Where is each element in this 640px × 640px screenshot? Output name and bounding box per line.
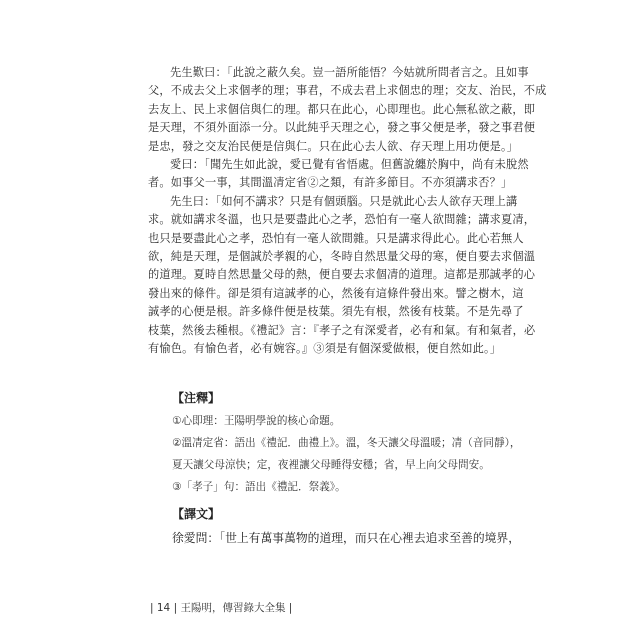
notes-heading: 【注釋】: [172, 391, 221, 405]
text-line: 是天理，不須外面添一分。以此純乎天理之心，發之事父便是孝，發之事君便: [148, 121, 536, 135]
text-line: 的道理。夏時自然思量父母的熱，便自要去求個凊的道理。這都是那誠孝的心: [148, 268, 536, 282]
text-line: 者。如事父一事，其間溫凊定省②之類，有許多節目。不亦須講求否？」: [148, 176, 513, 190]
passage: [148, 64, 547, 359]
text-line: 先生曰：「如何不講求？只是有個頭腦。只是就此心去人欲存天理上講: [170, 194, 518, 208]
text-line: 也只是要盡此心之孝，恐怕有一毫人欲間雜。只是講求得此心。此心若無人: [148, 231, 524, 245]
text-line: 欲，純是天理，是個誠於孝親的心，冬時自然思量父母的寒，便自要去求個溫: [148, 250, 536, 264]
paragraph-teacher-answers: [148, 193, 536, 359]
note-item: 夏天讓父母涼快；定，夜裡讓父母睡得安穩；省，早上向父母問安。: [172, 459, 490, 471]
text-line: 愛曰：「聞先生如此說，愛已覺有省悟處。但舊說纏於胸中，尚有未脫然: [170, 158, 529, 172]
text-line: 有愉色。有愉色者，必有婉容。』③須是有個深愛做根，便自然如此。」: [148, 342, 502, 356]
text-line: 發出來的條件。卻是須有這誠孝的心，然後有這條件發出來。譬之樹木，這: [148, 286, 524, 300]
note-item: ②溫凊定省：語出《禮記．曲禮上》。溫，冬天讓父母溫暖；凊（音同靜），: [172, 437, 521, 449]
text-line: 誠孝的心便是根。許多條件便是枝葉。須先有根，然後有枝葉。不是先尋了: [148, 305, 524, 319]
text-line: 是忠，發之交友治民便是信與仁。只在此心去人欲、存天理上用功便是。」: [148, 139, 519, 153]
note-item: ①心即理：王陽明學說的核心命題。: [172, 415, 341, 427]
text-line: 求。就如講求冬溫，也只是要盡此心之孝，恐怕有一毫人欲間雜；講求夏凊，: [148, 213, 536, 227]
text-line: 去友上、民上求個信與仁的理。都只在此心，心即理也。此心無私欲之蔽，即: [148, 102, 536, 116]
translation-heading: 【譯文】: [172, 507, 221, 521]
translation-line: 徐愛問：「世上有萬事萬物的道理，而只在心裡去追求至善的境界，: [172, 531, 521, 545]
note-item: ③「孝子」句：語出《禮記．祭義》。: [172, 481, 346, 493]
text-line: 父，不成去父上求個孝的理；事君，不成去君上求個忠的理；交友、治民，不成: [148, 84, 547, 98]
paragraph-teacher-sighs: [148, 64, 547, 156]
text-line: 枝葉，然後去種根。《禮記》言：『孝子之有深愛者，必有和氣。有和氣者，必: [148, 323, 536, 337]
paragraph-ai-asks: [148, 156, 529, 193]
text-line: 先生歎曰：「此說之蔽久矣。豈一語所能悟？今姑就所問者言之。且如事: [170, 66, 529, 79]
page-footer: | 14 | 王陽明，傳習錄大全集 |: [150, 602, 293, 614]
